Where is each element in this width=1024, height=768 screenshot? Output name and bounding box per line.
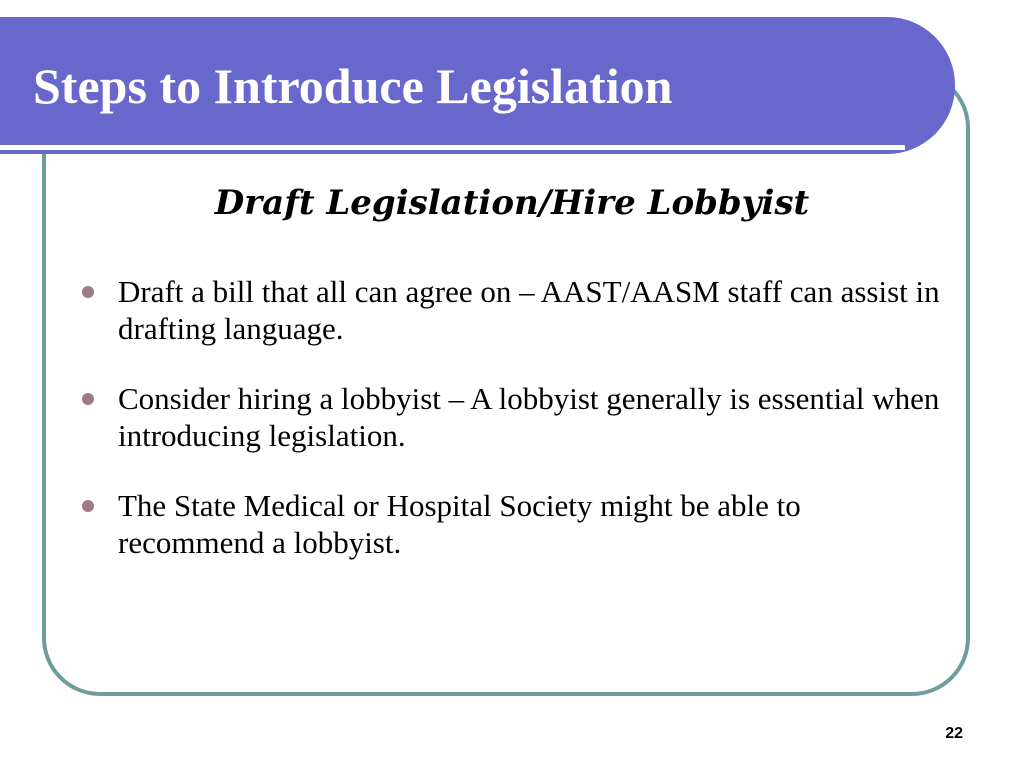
bullet-item <box>78 273 948 347</box>
bullet-text: The State Medical or Hospital Society might be able to recommend a lobbyist. <box>118 488 801 560</box>
bullet-dot-icon <box>82 500 94 512</box>
slide-title: Steps to Introduce Legislation <box>33 58 673 114</box>
bullet-dot-icon <box>82 393 94 405</box>
page-number: 22 <box>945 725 963 742</box>
bullet-dot-icon <box>82 286 94 298</box>
bullet-text: Draft a bill that all can agree on – AAST/AASM staff can assist in drafting language. <box>118 274 940 346</box>
bullet-item <box>78 487 948 561</box>
title-bar <box>0 17 955 154</box>
bullet-text: Consider hiring a lobbyist – A lobbyist generally is essential when introducing legislation. <box>118 381 940 453</box>
bullet-list <box>78 273 948 594</box>
title-underline <box>0 145 905 150</box>
slide-subtitle: Draft Legislation/Hire Lobbyist <box>214 183 810 223</box>
bullet-item <box>78 380 948 454</box>
